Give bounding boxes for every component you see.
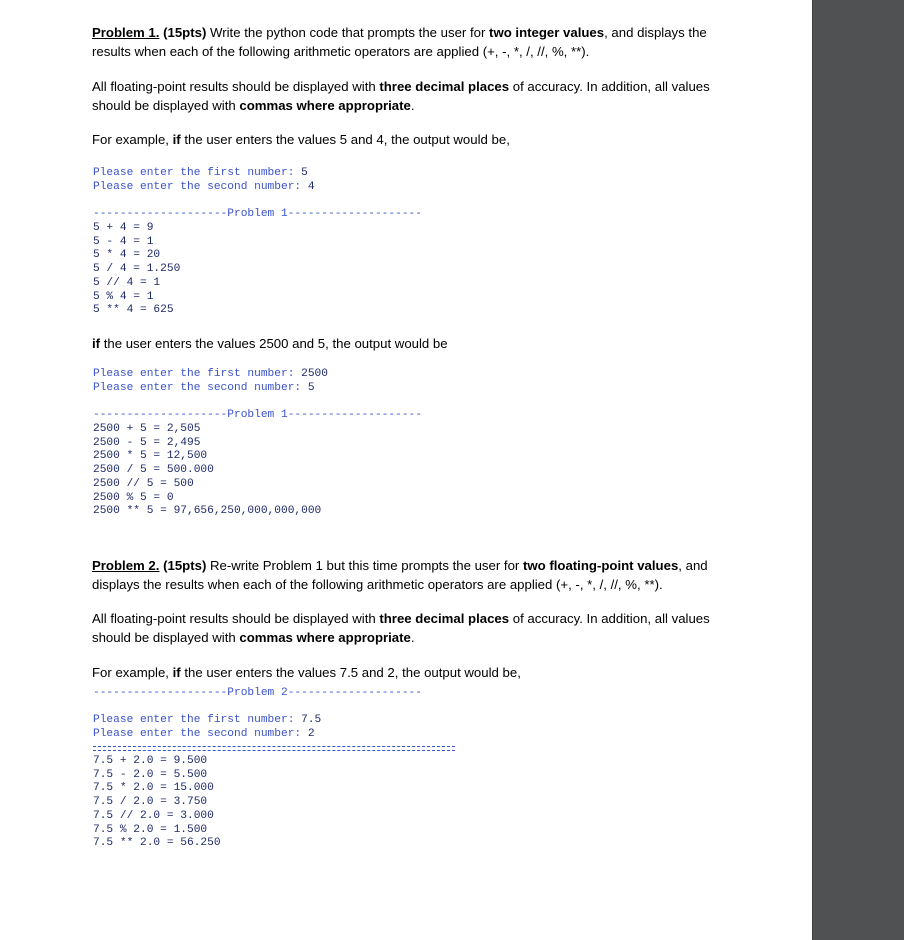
problem1-description: Problem 1. (15pts) Write the python code that prompts the user for two integer values, and displays the results when each of the following arithmetic operators are applied (+, -, *, /, //, %, **). xyxy=(92,25,707,59)
result-line: 7.5 / 2.0 = 3.750 xyxy=(93,796,208,809)
result-line: 5 // 4 = 1 xyxy=(93,276,161,289)
example1-prompts: Please enter the first number: 5 Please enter the second number: 4 xyxy=(93,167,315,193)
result-line: 7.5 ** 2.0 = 56.250 xyxy=(93,837,221,850)
result-line: 7.5 % 2.0 = 1.500 xyxy=(93,823,208,836)
result-line: 2500 / 5 = 500.000 xyxy=(93,464,214,477)
example2-separator: --------------------Problem 1-------------------- xyxy=(93,409,422,421)
result-line: 5 + 4 = 9 xyxy=(93,222,154,234)
problem2-example-intro: For example, if the user enters the values 7.5 and 2, the output would be, xyxy=(92,665,521,680)
result-line: 2500 * 5 = 12,500 xyxy=(93,450,208,463)
problem1-requirements: All floating-point results should be displayed with three decimal places of accuracy. In addition, all values should be displayed with commas where appropriate. xyxy=(92,79,710,113)
problem2-results xyxy=(93,755,221,851)
example2-results xyxy=(93,423,321,519)
example1-separator: --------------------Problem 1-------------------- xyxy=(93,208,422,220)
problem2-points: (15pts) xyxy=(163,558,207,573)
problem2-requirements: All floating-point results should be displayed with three decimal places of accuracy. In addition, all values should be displayed with commas where appropriate. xyxy=(92,611,710,645)
problem1-heading: Problem 1. xyxy=(92,25,160,40)
problem1-points: (15pts) xyxy=(163,25,207,40)
result-line: 7.5 + 2.0 = 9.500 xyxy=(93,755,208,767)
result-line: 2500 // 5 = 500 xyxy=(93,477,194,490)
problem2-description: Problem 2. (15pts) Re-write Problem 1 but this time prompts the user for two floating-point values, and displays the results when each of the following arithmetic operators are applied (+, -, *, /, //, %, **). xyxy=(92,558,708,592)
result-line: 5 ** 4 = 625 xyxy=(93,304,174,317)
result-line: 2500 - 5 = 2,495 xyxy=(93,436,201,449)
problem2-separator: --------------------Problem 2-------------------- xyxy=(93,687,422,699)
result-line: 5 - 4 = 1 xyxy=(93,235,154,248)
viewer-gutter xyxy=(812,0,904,940)
problem2-heading: Problem 2. xyxy=(92,558,160,573)
result-line: 7.5 * 2.0 = 15.000 xyxy=(93,782,214,795)
double-divider xyxy=(93,746,455,751)
result-line: 2500 ** 5 = 97,656,250,000,000,000 xyxy=(93,505,322,518)
result-line: 5 / 4 = 1.250 xyxy=(93,263,181,276)
result-line: 7.5 // 2.0 = 3.000 xyxy=(93,809,214,822)
result-line: 5 * 4 = 20 xyxy=(93,249,161,262)
example2-prompts: Please enter the first number: 2500 Please enter the second number: 5 xyxy=(93,368,328,394)
result-line: 2500 % 5 = 0 xyxy=(93,491,174,504)
problem1-example2-intro: if the user enters the values 2500 and 5, the output would be xyxy=(92,336,448,351)
example1-results xyxy=(93,222,180,318)
result-line: 7.5 - 2.0 = 5.500 xyxy=(93,768,208,781)
result-line: 2500 + 5 = 2,505 xyxy=(93,423,201,435)
problem1-example1-intro: For example, if the user enters the values 5 and 4, the output would be, xyxy=(92,132,510,147)
problem2-prompts: Please enter the first number: 7.5 Please enter the second number: 2 xyxy=(93,714,322,740)
result-line: 5 % 4 = 1 xyxy=(93,290,154,303)
